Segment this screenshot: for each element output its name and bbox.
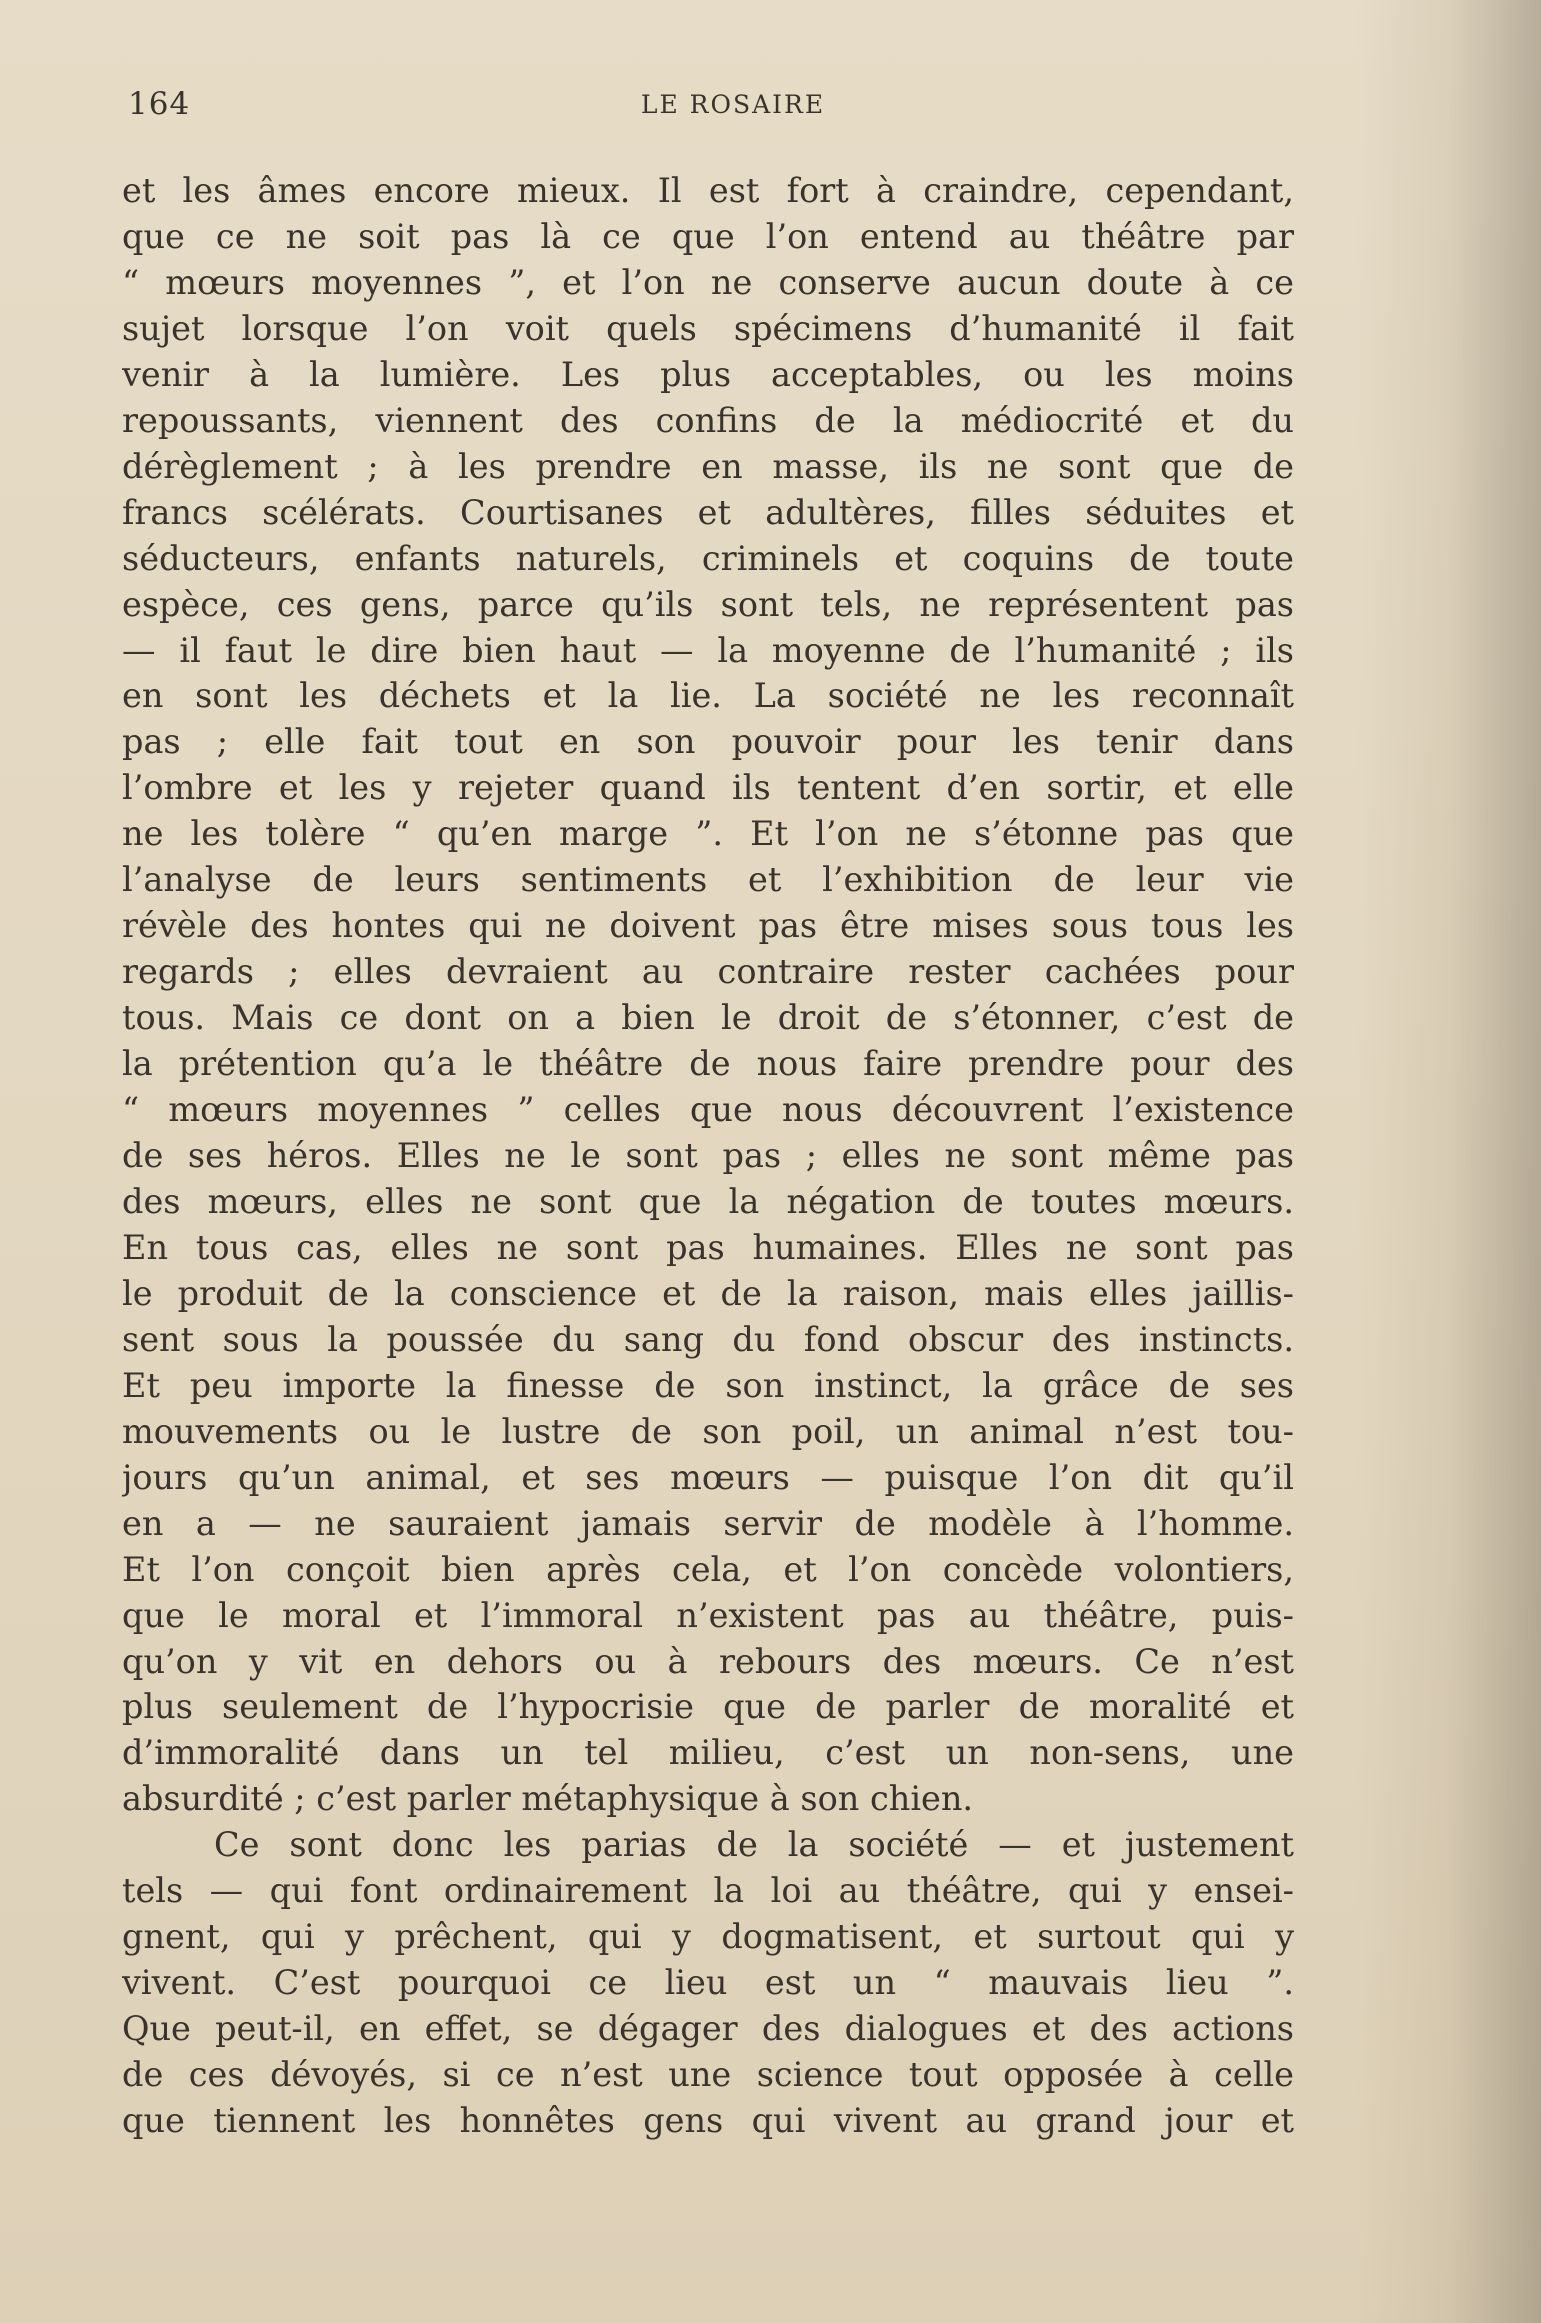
- text-line: l’ombre et les y rejeter quand ils tentent d’en sortir, et elle: [122, 768, 1294, 808]
- text-line: qu’on y vit en dehors ou à rebours des mœurs. Ce n’est: [122, 1641, 1294, 1681]
- text-line: “ mœurs moyennes ”, et l’on ne conserve aucun doute à ce: [122, 262, 1294, 302]
- paragraph-1: [122, 168, 1294, 1822]
- text-line: espèce, ces gens, parce qu’ils sont tels, ne représentent pas: [122, 584, 1294, 624]
- text-line: ne les tolère “ qu’en marge ”. Et l’on ne s’étonne pas que: [122, 814, 1294, 854]
- text-line: dérèglement ; à les prendre en masse, ils ne sont que de: [122, 446, 1294, 486]
- text-line: Et l’on conçoit bien après cela, et l’on concède volontiers,: [122, 1549, 1294, 1589]
- text-line: venir à la lumière. Les plus acceptables, ou les moins: [122, 354, 1294, 394]
- text-line: en a — ne sauraient jamais servir de modèle à l’homme.: [122, 1503, 1294, 1543]
- page-number: 164: [128, 86, 191, 122]
- text-line: repoussants, viennent des confins de la médiocrité et du: [122, 400, 1294, 440]
- page-header: [128, 86, 1298, 136]
- body-text: [122, 168, 1294, 2144]
- text-line: francs scélérats. Courtisanes et adultères, filles séduites et: [122, 492, 1294, 532]
- text-line: révèle des hontes qui ne doivent pas être mises sous tous les: [122, 906, 1294, 946]
- text-line: En tous cas, elles ne sont pas humaines. Elles ne sont pas: [122, 1227, 1294, 1267]
- text-line: gnent, qui y prêchent, qui y dogmatisent, et surtout qui y: [122, 1917, 1294, 1957]
- text-line: sent sous la poussée du sang du fond obscur des instincts.: [122, 1319, 1294, 1359]
- text-line: “ mœurs moyennes ” celles que nous découvrent l’existence: [122, 1090, 1294, 1130]
- text-line: mouvements ou le lustre de son poil, un animal n’est tou-: [122, 1411, 1294, 1451]
- text-line: Que peut-il, en effet, se dégager des dialogues et des actions: [122, 2009, 1294, 2049]
- text-line: en sont les déchets et la lie. La société ne les reconnaît: [122, 676, 1294, 716]
- text-line: des mœurs, elles ne sont que la négation de toutes mœurs.: [122, 1181, 1294, 1221]
- text-line: que tiennent les honnêtes gens qui vivent au grand jour et: [122, 2101, 1294, 2141]
- text-line: de ses héros. Elles ne le sont pas ; elles ne sont même pas: [122, 1136, 1294, 1176]
- text-line: vivent. C’est pourquoi ce lieu est un “ mauvais lieu ”.: [122, 1963, 1294, 2003]
- text-line: l’analyse de leurs sentiments et l’exhibition de leur vie: [122, 860, 1294, 900]
- text-line: que ce ne soit pas là ce que l’on entend au théâtre par: [122, 216, 1294, 256]
- text-line: séducteurs, enfants naturels, criminels et coquins de toute: [122, 538, 1294, 578]
- text-line: Ce sont donc les parias de la société — et justement: [214, 1825, 1294, 1865]
- text-line: d’immoralité dans un tel milieu, c’est un non-sens, une: [122, 1733, 1294, 1773]
- paragraph-2: [122, 1822, 1294, 2144]
- text-line: le produit de la conscience et de la raison, mais elles jaillis-: [122, 1273, 1294, 1313]
- text-line: la prétention qu’a le théâtre de nous faire prendre pour des: [122, 1044, 1294, 1084]
- text-line: Et peu importe la finesse de son instinct, la grâce de ses: [122, 1365, 1294, 1405]
- text-line: de ces dévoyés, si ce n’est une science tout opposée à celle: [122, 2055, 1294, 2095]
- text-line: absurdité ; c’est parler métaphysique à son chien.: [122, 1779, 974, 1819]
- text-line: plus seulement de l’hypocrisie que de parler de moralité et: [122, 1687, 1294, 1727]
- text-line: et les âmes encore mieux. Il est fort à craindre, cependant,: [122, 171, 1294, 210]
- text-line: jours qu’un animal, et ses mœurs — puisque l’on dit qu’il: [122, 1457, 1294, 1497]
- text-line: regards ; elles devraient au contraire rester cachées pour: [122, 952, 1294, 992]
- text-line: que le moral et l’immoral n’existent pas au théâtre, puis-: [122, 1595, 1294, 1635]
- text-line: — il faut le dire bien haut — la moyenne de l’humanité ; ils: [122, 630, 1294, 670]
- text-line: tels — qui font ordinairement la loi au théâtre, qui y ensei-: [122, 1871, 1294, 1911]
- text-line: sujet lorsque l’on voit quels spécimens d’humanité il fait: [122, 308, 1294, 348]
- text-line: tous. Mais ce dont on a bien le droit de s’étonner, c’est de: [122, 998, 1294, 1038]
- running-title: LE ROSAIRE: [640, 90, 826, 119]
- text-line: pas ; elle fait tout en son pouvoir pour les tenir dans: [122, 722, 1294, 762]
